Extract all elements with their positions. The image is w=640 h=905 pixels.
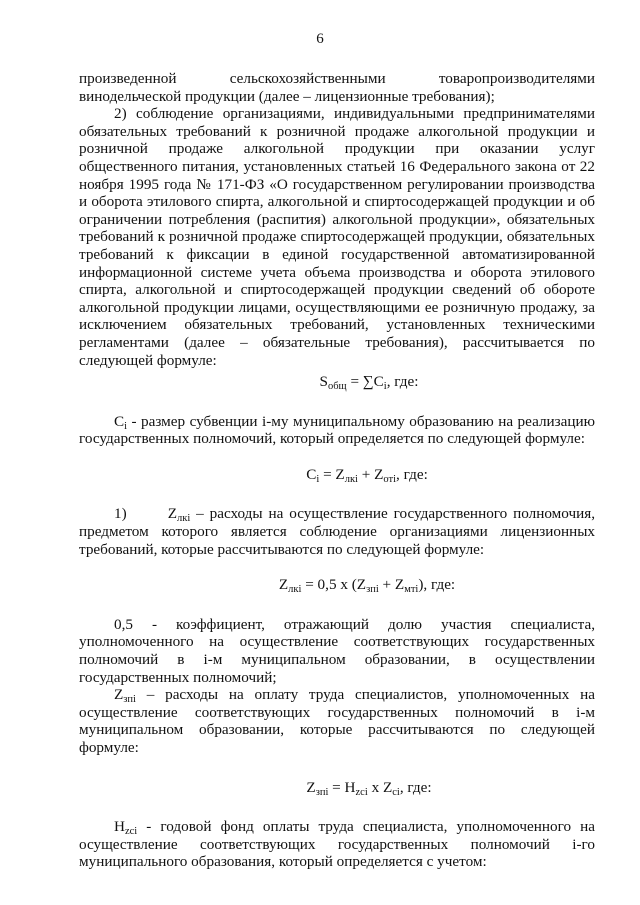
variable-subscript: i — [124, 420, 128, 432]
variable: C — [114, 412, 125, 430]
formula-subscript: зпi — [315, 786, 329, 798]
formula-term: + Z — [378, 576, 405, 594]
paragraph-zzpi-definition — [79, 686, 595, 756]
variable: Z — [167, 505, 178, 523]
paragraph-text: - размер субвенции i-му муниципальному образованию на реализацию государственных полномочий, который определяется по следующей формуле: — [79, 412, 595, 448]
formula-term: + Z — [357, 465, 384, 483]
page-number: 6 — [316, 31, 324, 47]
paragraph-text: – расходы на оплату труда специалистов, уполномоченных на осуществление соответствующих государственных полномочий в i-м муниципальном образовании, которые рассчитываются по следующей формуле: — [79, 686, 595, 756]
formula-subscript: отi — [383, 473, 397, 485]
paragraph-text: – расходы на осуществление государственного полномочия, предметом которого является соблюдение организациями лицензионных требований, которые рассчитываются по следующей формуле: — [79, 505, 595, 558]
formula-tail: , где: — [396, 465, 428, 483]
formula-total-subvention — [79, 373, 595, 391]
paragraph-hzci-definition — [79, 818, 595, 871]
formula-term: x Z — [367, 778, 393, 796]
paragraph-zlki-definition — [79, 505, 595, 558]
formula-subscript: лкi — [288, 584, 302, 596]
formula-lhs: S — [319, 373, 328, 391]
formula-zlki — [79, 576, 595, 594]
formula-subscript: лкi — [344, 473, 358, 485]
formula-tail: , где: — [386, 373, 419, 391]
formula-rhs: = ∑C — [346, 373, 384, 391]
formula-subscript: i — [383, 381, 387, 393]
variable: H — [114, 818, 125, 836]
paragraph-item-2-mandatory-requirements: 2) соблюдение организациями, индивидуальными предпринимателями обязательных требований к розничной продаже алкогольной продукции и розничной продаже алкогольной продукции при оказании услуг общественного питания, установленных статьей 16 Федерального закона от 22 ноября 1995 года № 171-ФЗ «О государственном регулировании производства и оборота этилового спирта, алкогольной и спиртосодержащей продукции и об ограничении потребления (распития) алкогольной продукции», обязательных требований к розничной продаже спиртосодержащей продукции, обязательных требований к фиксации в единой государственной автоматизированной информационной системе учета объема производства и оборота этилового спирта, алкогольной и спиртосодержащей продукции сведений об обороте алкогольной продукции лицами, осуществляющими ее розничную продажу, за исключением обязательных требований, установленных техническими регламентами (далее – обязательные требования), рассчитывается по следующей формуле: — [79, 105, 595, 369]
paragraph-coefficient-definition: 0,5 - коэффициент, отражающий долю участия специалиста, уполномоченного на осуществление соответствующих государственных полномочий в i-м муниципальном образовании, в осуществлении государственных полномочий; — [79, 615, 595, 686]
paragraph-licensing-requirements-end: произведенной сельскохозяйственными товаропроизводителями винодельческой продукции (далее – лицензионные требования); — [79, 70, 595, 105]
formula-subscript: мтi — [404, 584, 419, 596]
formula-term: = 0,5 x (Z — [301, 576, 367, 594]
item-number: 1) — [114, 505, 127, 523]
formula-term: = Z — [319, 465, 345, 483]
formula-subscript: i — [316, 473, 320, 485]
variable: Z — [114, 686, 124, 704]
formula-subscript: зпi — [366, 584, 379, 596]
variable-subscript: зпi — [123, 694, 136, 706]
formula-tail: ), где: — [418, 576, 456, 594]
variable-subscript: zci — [124, 826, 138, 838]
paragraph-ci-definition — [79, 413, 595, 448]
formula-subscript: zci — [355, 786, 368, 798]
paragraph-text: - годовой фонд оплаты труда специалиста, уполномоченного на осуществление соответствующих государственных полномочий i-го муниципального образования, который определяется с учетом: — [79, 818, 595, 871]
formula-lhs: C — [306, 465, 317, 483]
variable-subscript: лкi — [177, 513, 191, 525]
formula-lhs: Z — [278, 576, 289, 594]
document-body — [79, 70, 595, 871]
formula-term: = H — [328, 778, 356, 796]
formula-ci — [79, 466, 595, 484]
formula-subscript: общ — [327, 381, 347, 393]
formula-lhs: Z — [306, 778, 316, 796]
formula-subscript: ci — [392, 786, 400, 798]
formula-tail: , где: — [399, 778, 432, 796]
formula-zzpi — [79, 779, 595, 797]
